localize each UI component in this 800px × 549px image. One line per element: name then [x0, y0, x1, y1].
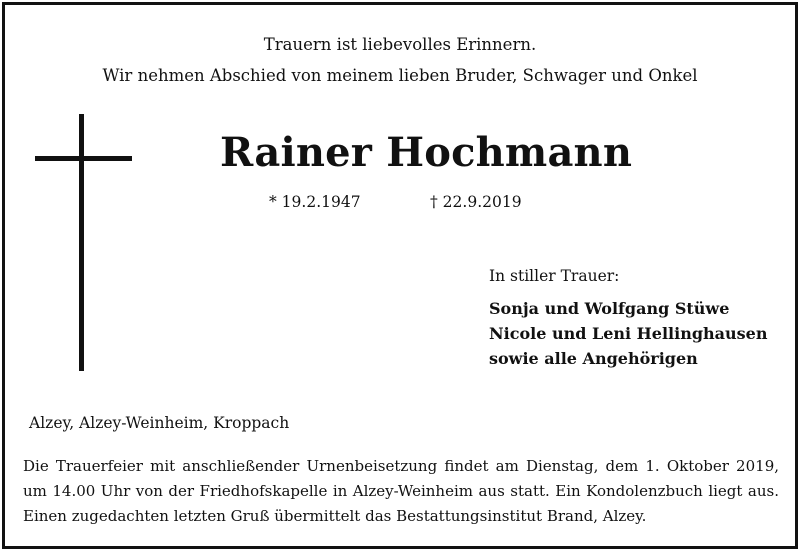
- intro-quote: Trauern ist liebevolles Erinnern.: [263, 35, 537, 54]
- cross-icon-bar: [35, 156, 132, 161]
- places-line: Alzey, Alzey-Weinheim, Kroppach: [29, 414, 290, 432]
- farewell-line: Wir nehmen Abschied von meinem lieben Bruder, Schwager und Onkel: [102, 66, 698, 85]
- obituary-frame: [2, 2, 798, 549]
- cross-icon: [79, 114, 84, 371]
- funeral-details: [23, 454, 779, 529]
- details-line: um 14.00 Uhr von der Friedhofskapelle in Alzey-Weinheim aus statt. Ein Kondolenzbuch liegt aus.: [23, 482, 779, 500]
- birth-date: * 19.2.1947: [269, 193, 361, 211]
- deceased-name: Rainer Hochmann: [220, 129, 633, 176]
- mourning-heading: In stiller Trauer:: [489, 267, 620, 285]
- death-date: † 22.9.2019: [430, 193, 522, 211]
- details-line: Einen zugedachten letzten Gruß übermittelt das Bestattungsinstitut Brand, Alzey.: [23, 507, 647, 525]
- mourner-name: sowie alle Angehörigen: [489, 349, 698, 368]
- details-line: Die Trauerfeier mit anschließender Urnenbeisetzung findet am Dienstag, dem 1. Oktober 2019,: [23, 457, 779, 475]
- mourner-name: Sonja und Wolfgang Stüwe: [489, 299, 730, 318]
- mourner-name: Nicole und Leni Hellinghausen: [489, 324, 768, 343]
